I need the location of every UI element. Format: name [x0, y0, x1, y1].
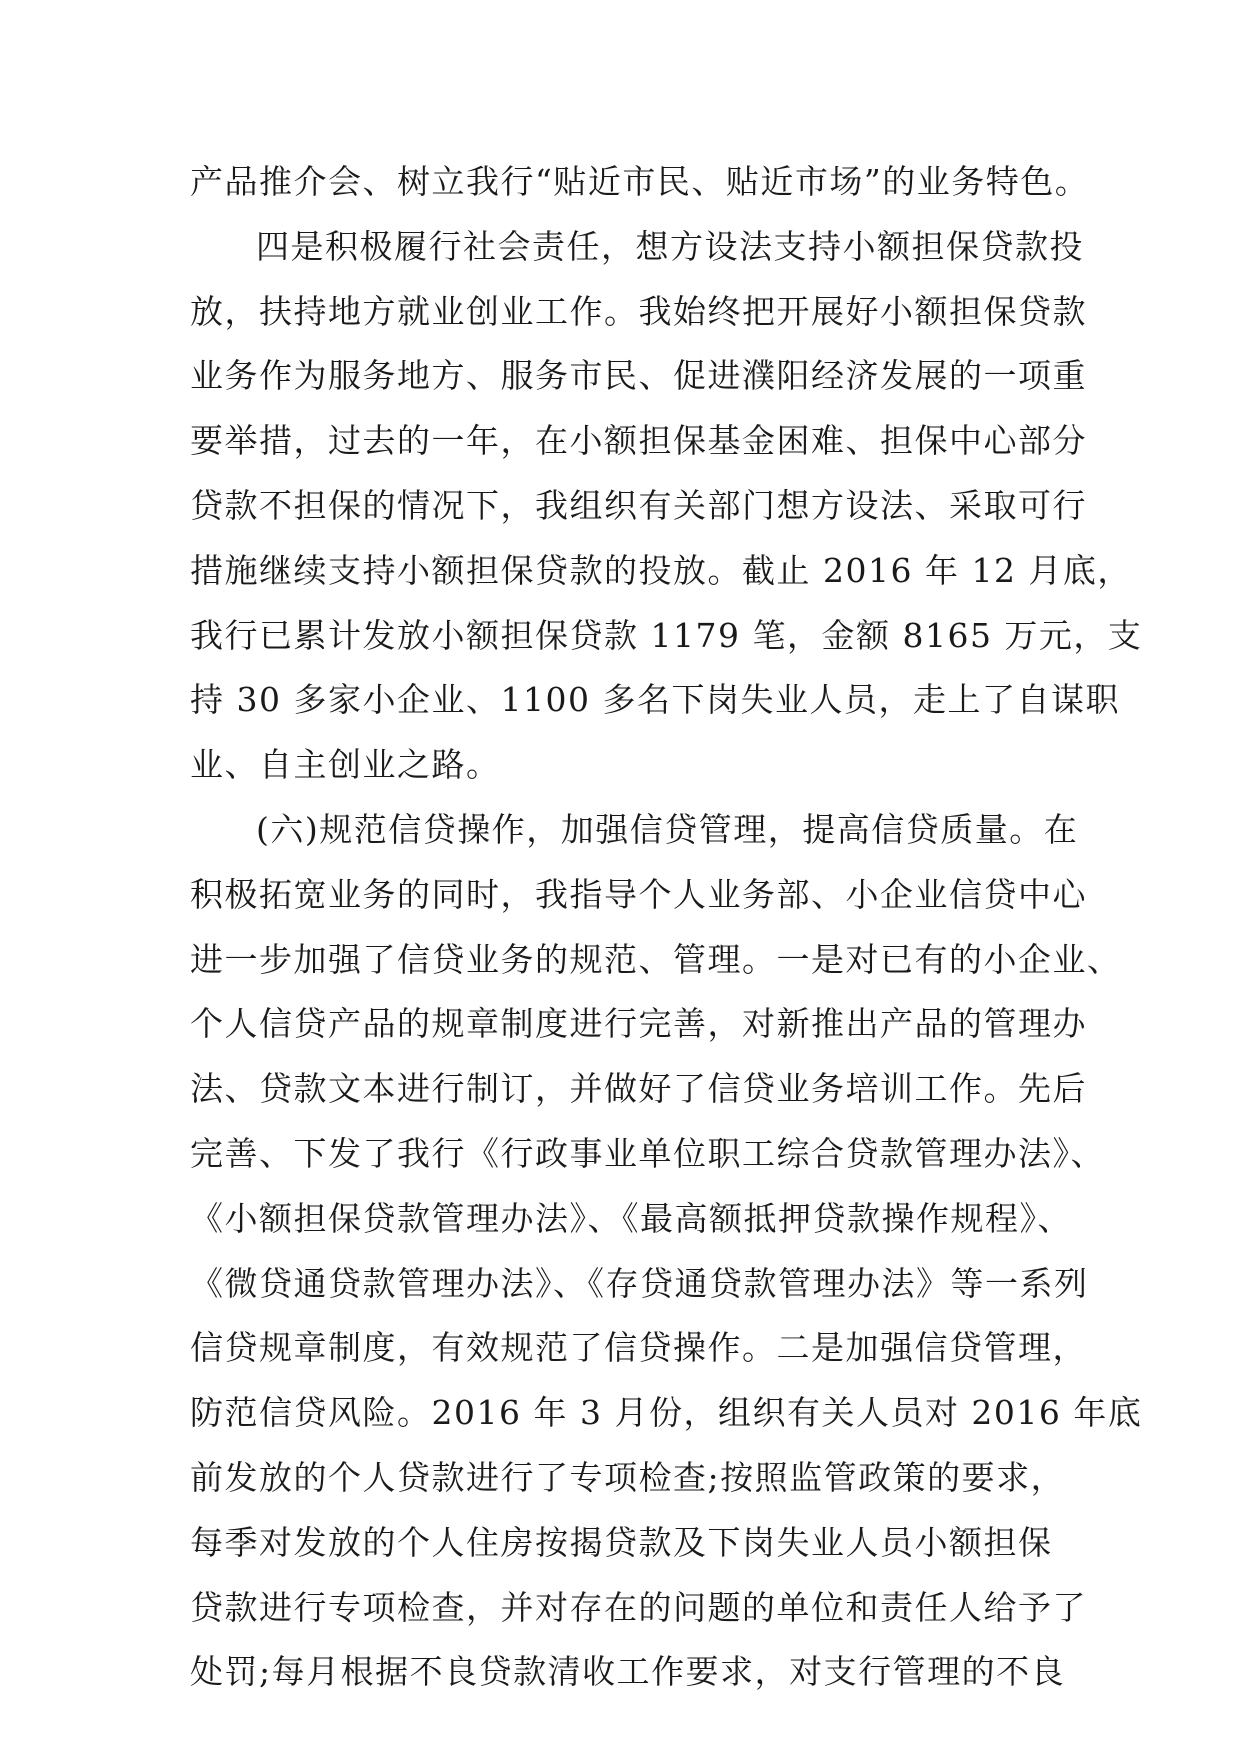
body-text [190, 150, 1143, 1705]
text-line: 四是积极履行社会责任，想方设法支持小额担保贷款投 [256, 226, 1084, 266]
text-line: 前发放的个人贷款进行了专项检查;按照监管政策的要求， [190, 1457, 1066, 1497]
text-line: 《小额担保贷款管理办法》、《最高额抵押贷款操作规程》、 [190, 1198, 1072, 1238]
text-line: 措施继续支持小额担保贷款的投放。截止 2016 年 12 月底， [190, 550, 1132, 590]
text-line: 持 30 多家小企业、1100 多名下岗失业人员，走上了自谋职 [190, 680, 1120, 720]
text-line: 个人信贷产品的规章制度进行完善，对新推出产品的管理办 [190, 1004, 1087, 1044]
text-line: 要举措，过去的一年，在小额担保基金困难、担保中心部分 [190, 421, 1087, 461]
text-line: 产品推介会、树立我行“贴近市民、贴近市场”的业务特色。 [190, 162, 1090, 201]
text-line: 法、贷款文本进行制订，并做好了信贷业务培训工作。先后 [190, 1069, 1087, 1109]
text-line: 积极拓宽业务的同时，我指导个人业务部、小企业信贷中心 [190, 874, 1087, 914]
text-line: 业务作为服务地方、服务市民、促进濮阳经济发展的一项重 [190, 356, 1087, 396]
text-line: 处罚;每月根据不良贷款清收工作要求，对支行管理的不良 [190, 1652, 1066, 1692]
text-line: 每季对发放的个人住房按揭贷款及下岗失业人员小额担保 [190, 1522, 1053, 1562]
text-line: 信贷规章制度，有效规范了信贷操作。二是加强信贷管理， [190, 1328, 1087, 1368]
text-line: 业、自主创业之路。 [190, 745, 501, 785]
section-heading-line: (六)规范信贷操作，加强信贷管理，提高信贷质量。在 [256, 809, 1079, 849]
text-line: 进一步加强了信贷业务的规范、管理。一是对已有的小企业、 [190, 939, 1122, 979]
text-line: 完善、下发了我行《行政事业单位职工综合贷款管理办法》、 [190, 1133, 1105, 1173]
text-line: 防范信贷风险。2016 年 3 月份，组织有关人员对 2016 年底 [190, 1393, 1143, 1433]
text-line: 《微贷通贷款管理办法》、《存贷通贷款管理办法》等一系列 [190, 1263, 1089, 1303]
text-line: 我行已累计发放小额担保贷款 1179 笔，金额 8165 万元，支 [190, 615, 1143, 655]
text-line: 贷款进行专项检查，并对存在的问题的单位和责任人给予了 [190, 1587, 1087, 1627]
text-line: 放，扶持地方就业创业工作。我始终把开展好小额担保贷款 [190, 291, 1087, 331]
text-line: 贷款不担保的情况下，我组织有关部门想方设法、采取可行 [190, 485, 1087, 525]
